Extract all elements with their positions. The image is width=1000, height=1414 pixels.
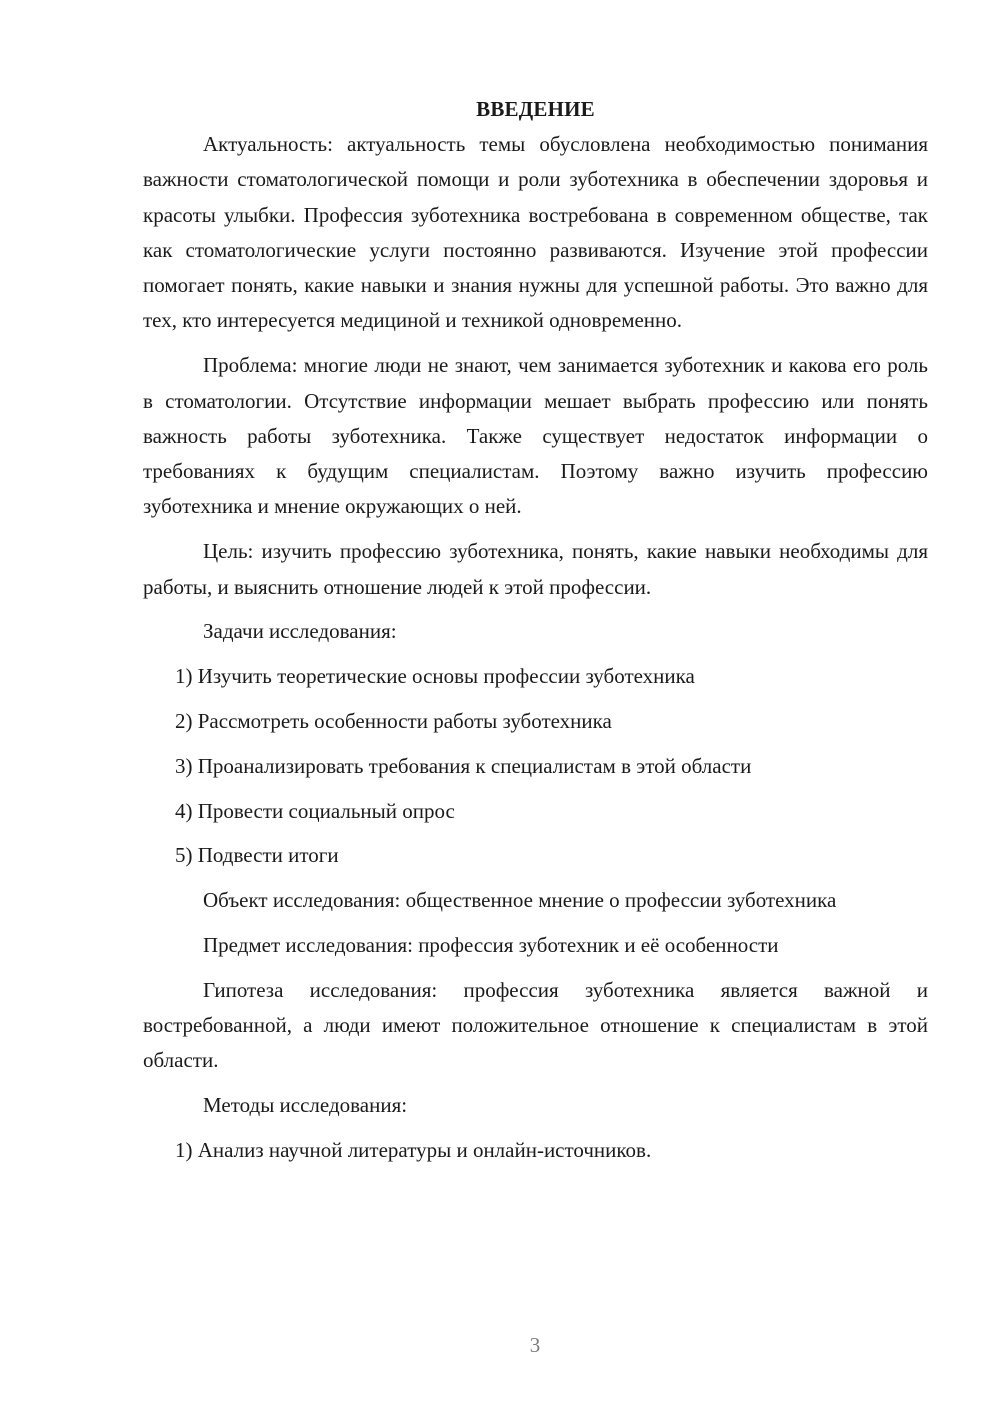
list-item: 1) Анализ научной литературы и онлайн-источников. — [175, 1137, 652, 1162]
tasks-heading: Задачи исследования: — [203, 619, 397, 644]
list-item: 1) Изучить теоретические основы профессии зуботехника — [175, 664, 695, 689]
hypothesis-paragraph: Гипотеза исследования: профессия зуботехника является важной и востребованной, а люди имеют положительное отношение к специалистам в этой области. — [143, 977, 928, 1073]
page-number: 3 — [529, 1333, 541, 1357]
list-item: 3) Проанализировать требования к специалистам в этой области — [175, 753, 752, 778]
object-paragraph: Объект исследования: общественное мнение о профессии зуботехника — [203, 888, 837, 913]
goal-paragraph: Цель: изучить профессию зуботехника, понять, какие навыки необходимы для работы, и выяснить отношение людей к этой профессии. — [143, 539, 928, 599]
tasks-list — [143, 659, 928, 873]
list-item: 2) Рассмотреть особенности работы зуботехника — [175, 708, 612, 733]
page-title: ВВЕДЕНИЕ — [476, 97, 595, 121]
subject-paragraph: Предмет исследования: профессия зуботехник и её особенности — [203, 932, 779, 957]
list-item: 4) Провести социальный опрос — [175, 798, 455, 823]
relevance-paragraph: Актуальность: актуальность темы обусловлена необходимостью понимания важности стоматологической помощи и роли зуботехника в обеспечении здоровья и красоты улыбки. Профессия зуботехника востребована в современном обществе, так как стоматологические услуги постоянно развиваются. Изучение этой профессии помогает понять, какие навыки и знания нужны для успешной работы. Это важно для тех, кто интересуется медициной и техникой одновременно. — [143, 132, 928, 333]
problem-paragraph: Проблема: многие люди не знают, чем занимается зуботехник и какова его роль в стоматологии. Отсутствие информации мешает выбрать профессию или понять важность работы зуботехника. Также существует недостаток информации о требованиях к будущим специалистам. Поэтому важно изучить профессию зуботехника и мнение окружающих о ней. — [143, 353, 928, 519]
methods-heading: Методы исследования: — [203, 1093, 408, 1118]
list-item: 5) Подвести итоги — [175, 843, 339, 868]
document-body — [143, 92, 928, 1178]
methods-list — [143, 1133, 928, 1168]
